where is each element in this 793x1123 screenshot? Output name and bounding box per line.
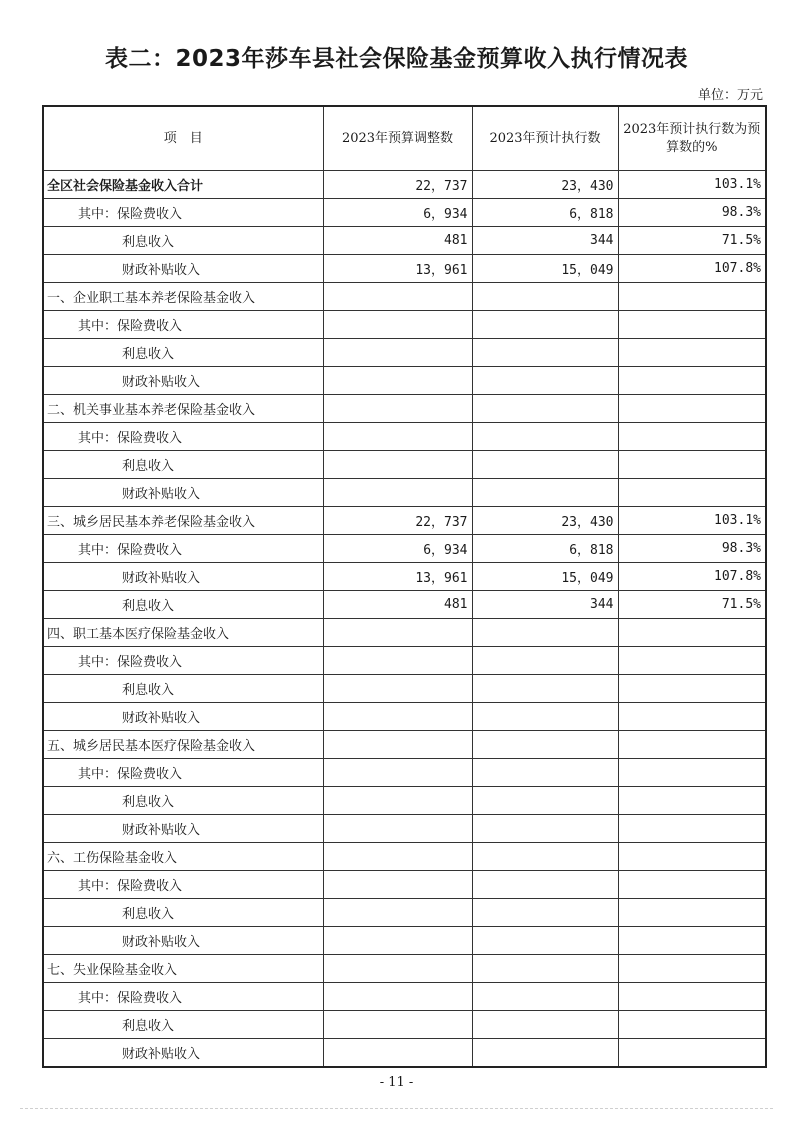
row-budget-value — [323, 367, 472, 395]
row-percent-value — [618, 479, 766, 507]
row-percent-value — [618, 367, 766, 395]
row-item-label: 财政补贴收入 — [43, 563, 323, 591]
row-budget-value — [323, 843, 472, 871]
income-table — [42, 105, 767, 1068]
row-item-label: 一、企业职工基本养老保险基金收入 — [43, 283, 323, 311]
row-item-label: 其中：保险费收入 — [43, 199, 323, 227]
table-row — [43, 759, 766, 787]
table-row — [43, 395, 766, 423]
table-row — [43, 227, 766, 255]
row-percent-value: 107.8% — [618, 563, 766, 591]
row-actual-value: 23，430 — [472, 507, 618, 535]
row-budget-value — [323, 311, 472, 339]
row-percent-value: 98.3% — [618, 199, 766, 227]
row-actual-value: 6，818 — [472, 535, 618, 563]
row-item-label: 利息收入 — [43, 227, 323, 255]
row-actual-value — [472, 423, 618, 451]
row-budget-value — [323, 647, 472, 675]
row-item-label: 利息收入 — [43, 591, 323, 619]
row-item-label: 二、机关事业基本养老保险基金收入 — [43, 395, 323, 423]
row-percent-value — [618, 1039, 766, 1068]
row-item-label: 财政补贴收入 — [43, 927, 323, 955]
row-item-label: 三、城乡居民基本养老保险基金收入 — [43, 507, 323, 535]
row-percent-value — [618, 451, 766, 479]
row-item-label: 其中：保险费收入 — [43, 983, 323, 1011]
table-row — [43, 339, 766, 367]
row-actual-value: 15，049 — [472, 255, 618, 283]
row-actual-value — [472, 731, 618, 759]
row-budget-value: 6，934 — [323, 199, 472, 227]
row-item-label: 财政补贴收入 — [43, 479, 323, 507]
row-actual-value — [472, 899, 618, 927]
row-percent-value — [618, 759, 766, 787]
row-budget-value: 481 — [323, 227, 472, 255]
row-budget-value — [323, 1039, 472, 1068]
row-budget-value — [323, 731, 472, 759]
row-percent-value — [618, 899, 766, 927]
row-percent-value — [618, 619, 766, 647]
row-percent-value — [618, 1011, 766, 1039]
table-row — [43, 479, 766, 507]
row-percent-value: 98.3% — [618, 535, 766, 563]
table-row — [43, 843, 766, 871]
row-percent-value — [618, 983, 766, 1011]
row-actual-value — [472, 983, 618, 1011]
row-budget-value: 6，934 — [323, 535, 472, 563]
table-row — [43, 899, 766, 927]
row-item-label: 七、失业保险基金收入 — [43, 955, 323, 983]
row-item-label: 财政补贴收入 — [43, 367, 323, 395]
row-actual-value — [472, 843, 618, 871]
table-row — [43, 871, 766, 899]
table-row — [43, 283, 766, 311]
row-percent-value — [618, 731, 766, 759]
row-item-label: 四、职工基本医疗保险基金收入 — [43, 619, 323, 647]
row-item-label: 六、工伤保险基金收入 — [43, 843, 323, 871]
row-actual-value — [472, 759, 618, 787]
table-row — [43, 563, 766, 591]
row-item-label: 其中：保险费收入 — [43, 311, 323, 339]
row-percent-value — [618, 927, 766, 955]
row-actual-value — [472, 451, 618, 479]
row-item-label: 其中：保险费收入 — [43, 535, 323, 563]
table-row — [43, 535, 766, 563]
row-budget-value — [323, 899, 472, 927]
table-row — [43, 507, 766, 535]
table-row — [43, 815, 766, 843]
table-row — [43, 731, 766, 759]
row-item-label: 财政补贴收入 — [43, 1039, 323, 1068]
row-budget-value — [323, 787, 472, 815]
row-budget-value — [323, 395, 472, 423]
table-row — [43, 1011, 766, 1039]
row-item-label: 其中：保险费收入 — [43, 423, 323, 451]
table-row — [43, 787, 766, 815]
row-actual-value — [472, 479, 618, 507]
row-actual-value: 344 — [472, 591, 618, 619]
row-actual-value — [472, 619, 618, 647]
row-percent-value: 103.1% — [618, 171, 766, 199]
row-percent-value — [618, 311, 766, 339]
row-item-label: 财政补贴收入 — [43, 255, 323, 283]
row-budget-value: 22，737 — [323, 171, 472, 199]
table-row — [43, 199, 766, 227]
row-percent-value — [618, 339, 766, 367]
table-row — [43, 1039, 766, 1068]
table-row — [43, 255, 766, 283]
row-item-label: 利息收入 — [43, 451, 323, 479]
row-actual-value: 344 — [472, 227, 618, 255]
row-actual-value — [472, 871, 618, 899]
row-actual-value — [472, 395, 618, 423]
row-percent-value — [618, 395, 766, 423]
row-budget-value — [323, 983, 472, 1011]
table-body — [43, 171, 766, 1068]
row-budget-value — [323, 927, 472, 955]
row-budget-value — [323, 423, 472, 451]
table-row — [43, 927, 766, 955]
row-budget-value — [323, 703, 472, 731]
table-row — [43, 171, 766, 199]
row-actual-value — [472, 367, 618, 395]
row-percent-value — [618, 815, 766, 843]
row-budget-value — [323, 339, 472, 367]
row-budget-value: 22，737 — [323, 507, 472, 535]
row-budget-value: 13，961 — [323, 563, 472, 591]
row-actual-value — [472, 815, 618, 843]
row-actual-value — [472, 1039, 618, 1068]
row-budget-value — [323, 871, 472, 899]
row-percent-value — [618, 703, 766, 731]
header-budget: 2023年预算调整数 — [323, 106, 472, 171]
row-actual-value: 15，049 — [472, 563, 618, 591]
table-row — [43, 675, 766, 703]
row-actual-value — [472, 339, 618, 367]
table-row — [43, 423, 766, 451]
table-row — [43, 591, 766, 619]
header-actual: 2023年预计执行数 — [472, 106, 618, 171]
row-percent-value: 71.5% — [618, 591, 766, 619]
row-percent-value — [618, 675, 766, 703]
row-percent-value — [618, 423, 766, 451]
row-budget-value — [323, 955, 472, 983]
row-item-label: 全区社会保险基金收入合计 — [43, 171, 323, 199]
unit-label: 单位：万元 — [697, 88, 763, 103]
table-row — [43, 367, 766, 395]
row-actual-value — [472, 675, 618, 703]
table-row — [43, 619, 766, 647]
row-budget-value — [323, 451, 472, 479]
header-item: 项 目 — [43, 106, 323, 171]
row-budget-value — [323, 759, 472, 787]
row-actual-value: 23，430 — [472, 171, 618, 199]
row-budget-value — [323, 283, 472, 311]
row-actual-value — [472, 955, 618, 983]
row-budget-value — [323, 815, 472, 843]
table-header-row — [43, 106, 766, 171]
row-item-label: 其中：保险费收入 — [43, 759, 323, 787]
row-budget-value: 13，961 — [323, 255, 472, 283]
table-row — [43, 311, 766, 339]
row-item-label: 利息收入 — [43, 1011, 323, 1039]
row-budget-value — [323, 479, 472, 507]
row-percent-value — [618, 843, 766, 871]
row-budget-value: 481 — [323, 591, 472, 619]
row-budget-value — [323, 619, 472, 647]
row-percent-value — [618, 647, 766, 675]
row-percent-value — [618, 955, 766, 983]
row-item-label: 利息收入 — [43, 339, 323, 367]
row-budget-value — [323, 1011, 472, 1039]
row-item-label: 利息收入 — [43, 899, 323, 927]
row-actual-value — [472, 1011, 618, 1039]
row-actual-value — [472, 283, 618, 311]
table-row — [43, 451, 766, 479]
document-title: 表二：2023年莎车县社会保险基金预算收入执行情况表 — [104, 46, 688, 72]
row-actual-value: 6，818 — [472, 199, 618, 227]
row-item-label: 财政补贴收入 — [43, 703, 323, 731]
row-item-label: 财政补贴收入 — [43, 815, 323, 843]
row-actual-value — [472, 927, 618, 955]
header-percent: 2023年预计执行数为预算数的% — [618, 106, 766, 171]
row-budget-value — [323, 675, 472, 703]
row-percent-value — [618, 283, 766, 311]
table-row — [43, 703, 766, 731]
row-item-label: 五、城乡居民基本医疗保险基金收入 — [43, 731, 323, 759]
table-row — [43, 983, 766, 1011]
page-number: - 11 - — [379, 1075, 414, 1090]
row-percent-value — [618, 787, 766, 815]
row-item-label: 其中：保险费收入 — [43, 647, 323, 675]
row-percent-value: 107.8% — [618, 255, 766, 283]
row-item-label: 利息收入 — [43, 675, 323, 703]
row-actual-value — [472, 311, 618, 339]
footer-divider — [20, 1108, 773, 1109]
row-item-label: 利息收入 — [43, 787, 323, 815]
table-row — [43, 955, 766, 983]
row-percent-value — [618, 871, 766, 899]
row-item-label: 其中：保险费收入 — [43, 871, 323, 899]
row-actual-value — [472, 787, 618, 815]
row-actual-value — [472, 647, 618, 675]
table-row — [43, 647, 766, 675]
row-percent-value: 71.5% — [618, 227, 766, 255]
row-actual-value — [472, 703, 618, 731]
row-percent-value: 103.1% — [618, 507, 766, 535]
